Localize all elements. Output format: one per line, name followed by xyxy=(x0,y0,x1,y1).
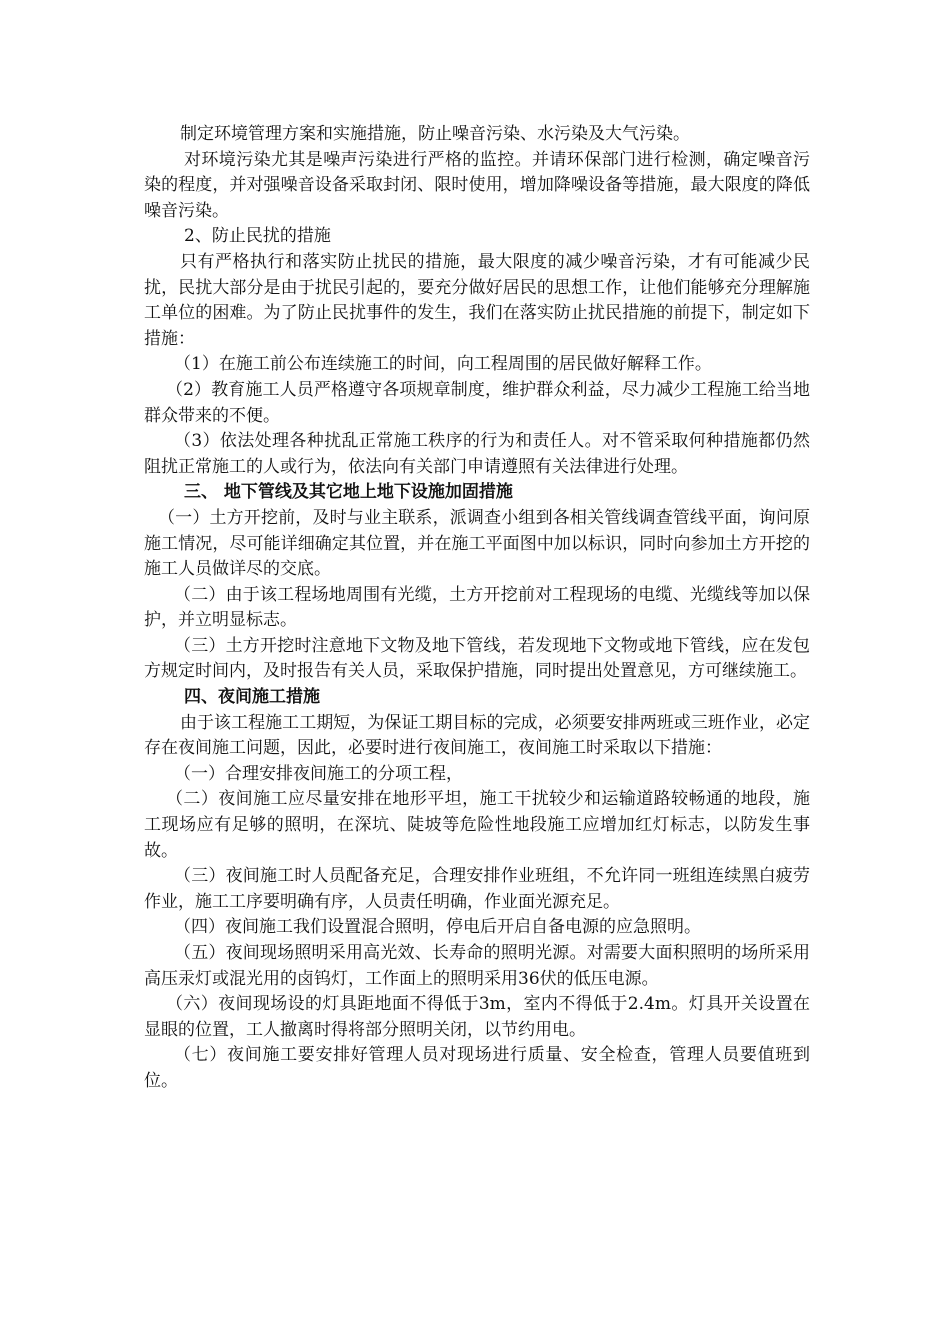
paragraph-noise-monitoring: 对环境污染尤其是噪声污染进行严格的监控。并请环保部门进行检测，确定噪音污染的程度，并对强噪音设备采取封闭、限时使用，增加降噪设备等措施，最大限度的降低噪音污染。 xyxy=(144,149,810,221)
pipeline-item-2: （二）由于该工程场地周围有光缆，土方开挖前对工程现场的电缆、光缆线等加以保护，并立明显标志。 xyxy=(144,584,810,631)
night-item-2: （二）夜间施工应尽量安排在地形平坦，施工干扰较少和运输道路较畅通的地段，施工现场应有足够的照明，在深坑、陡坡等危险性地段施工应增加红灯标志，以防发生事故。 xyxy=(144,789,810,861)
night-item-5: （五）夜间现场照明采用高光效、长寿命的照明光源。对需要大面积照明的场所采用高压汞灯或混光用的卤钨灯，工作面上的照明采用36伏的低压电源。 xyxy=(144,943,810,989)
list-item-2: （2）教育施工人员严格遵守各项规章制度，维护群众利益，尽力减少工程施工给当地群众带来的不便。 xyxy=(144,379,810,426)
night-item-6: （六）夜间现场设的灯具距地面不得低于3m，室内不得低于2.4m。灯具开关设置在显眼的位置，工人撤离时得将部分照明关闭，以节约用电。 xyxy=(144,994,810,1040)
night-item-7: （七）夜间施工要安排好管理人员对现场进行质量、安全检查，管理人员要值班到位。 xyxy=(144,1045,810,1091)
night-item-1: （一）合理安排夜间施工的分项工程， xyxy=(174,763,463,784)
document-body xyxy=(144,122,810,1095)
paragraph-environment-plan: 制定环境管理方案和实施措施，防止噪音污染、水污染及大气污染。 xyxy=(180,124,690,144)
section-heading-3: 三、 地下管线及其它地上地下设施加固措施 xyxy=(184,482,513,503)
paragraph-night-intro: 由于该工程施工工期短，为保证工期目标的完成，必须要安排两班或三班作业，必定存在夜间施工问题，因此，必要时进行夜间施工，夜间施工时采取以下措施： xyxy=(144,712,810,759)
subheading-disturbance-measures: 2、防止民扰的措施 xyxy=(184,226,331,247)
pipeline-item-3: （三）土方开挖时注意地下文物及地下管线，若发现地下文物或地下管线，应在发包方规定时间内，及时报告有关人员，采取保护措施，同时提出处置意见，方可继续施工。 xyxy=(144,635,810,682)
list-item-1: （1）在施工前公布连续施工的时间，向工程周围的居民做好解释工作。 xyxy=(174,354,712,375)
list-item-3: （3）依法处理各种扰乱正常施工秩序的行为和责任人。对不管采取何种措施都仍然阻扰正常施工的人或行为，依法向有关部门申请遵照有关法律进行处理。 xyxy=(144,431,810,477)
night-item-4: （四）夜间施工我们设置混合照明，停电后开启自备电源的应急照明。 xyxy=(174,917,701,938)
paragraph-disturbance-intro: 只有严格执行和落实防止扰民的措施，最大限度的减少噪音污染，才有可能减少民扰，民扰大部分是由于扰民引起的，要充分做好居民的思想工作，让他们能够充分理解施工单位的困难。为了防止民扰事件的发生，我们在落实防止扰民措施的前提下，制定如下措施： xyxy=(144,251,810,349)
section-heading-4: 四、夜间施工措施 xyxy=(184,687,320,708)
night-item-3: （三）夜间施工时人员配备充足，合理安排作业班组，不允许同一班组连续黑白疲劳作业，施工工序要明确有序，人员责任明确，作业面光源充足。 xyxy=(144,866,810,912)
pipeline-item-1: （一）土方开挖前，及时与业主联系，派调查小组到各相关管线调查管线平面，询问原施工情况，尽可能详细确定其位置，并在施工平面图中加以标识，同时向参加土方开挖的施工人员做详尽的交底。 xyxy=(144,507,810,580)
